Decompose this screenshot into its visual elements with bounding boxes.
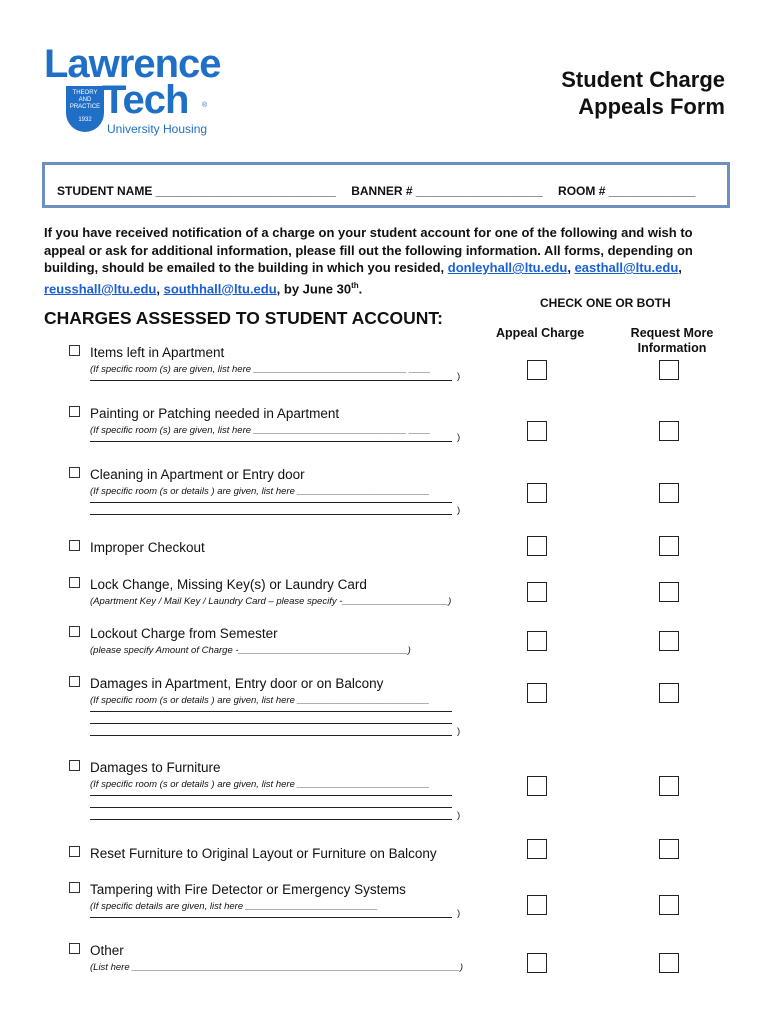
logo-text-lawrence: Lawrence (44, 42, 221, 86)
registered-mark: ® (202, 102, 208, 109)
separator: , (678, 260, 682, 275)
student-name-field[interactable]: STUDENT NAME ___________________________ (57, 184, 336, 198)
charge-item-label[interactable] (69, 540, 205, 555)
closing-paren: ) (457, 432, 461, 443)
university-logo (44, 44, 224, 140)
checkbox-icon[interactable] (69, 406, 80, 417)
email-link-east[interactable]: easthall@ltu.edu (574, 260, 679, 275)
appeal-checkbox[interactable] (527, 839, 547, 859)
charge-item-label[interactable] (69, 467, 305, 482)
charge-item-label[interactable] (69, 577, 367, 592)
checkbox-icon[interactable] (69, 577, 80, 588)
checkbox-icon[interactable] (69, 626, 80, 637)
intro-text: If you have received notification of a charge on your student account for one of the following and wish to appeal or ask for additional information, please fill out the following information. All forms, depending on building, should be emailed to the building in which you resided, (44, 225, 693, 275)
appeal-checkbox[interactable] (527, 776, 547, 796)
checkbox-icon[interactable] (69, 540, 80, 551)
appeal-checkbox[interactable] (527, 483, 547, 503)
charge-item-text: Damages in Apartment, Entry door or on Balcony (90, 676, 384, 691)
closing-paren: ) (457, 726, 461, 737)
charge-item-text: Other (90, 943, 124, 958)
request-info-checkbox[interactable] (659, 776, 679, 796)
detail-line[interactable] (90, 917, 452, 918)
charge-item-text: Cleaning in Apartment or Entry door (90, 467, 305, 482)
detail-line[interactable] (90, 380, 452, 381)
charge-item-label[interactable] (69, 345, 224, 360)
email-link-south[interactable]: southhall@ltu.edu (163, 280, 277, 296)
closing-paren: ) (457, 810, 461, 821)
check-one-label: CHECK ONE OR BOTH (540, 296, 671, 310)
detail-line[interactable] (90, 735, 452, 736)
email-link-donley[interactable]: donleyhall@ltu.edu (447, 260, 568, 275)
checkbox-icon[interactable] (69, 882, 80, 893)
closing-paren: ) (407, 645, 411, 656)
charge-item-label[interactable] (69, 943, 124, 958)
charge-item-text: Tampering with Fire Detector or Emergency Systems (90, 882, 406, 897)
separator: , (567, 260, 571, 275)
charge-item-text: Improper Checkout (90, 540, 205, 555)
charge-item-text: Painting or Patching needed in Apartment (90, 406, 340, 421)
charge-item-label[interactable] (69, 846, 437, 861)
charge-item-detail[interactable]: (List here ______________________________________________________________) (90, 962, 463, 973)
request-info-checkbox[interactable] (659, 536, 679, 556)
request-info-checkbox[interactable] (659, 631, 679, 651)
appeal-checkbox[interactable] (527, 953, 547, 973)
request-info-checkbox[interactable] (659, 839, 679, 859)
charge-item-label[interactable] (69, 882, 406, 897)
column-header-appeal: Appeal Charge (496, 326, 585, 340)
separator: , (156, 280, 164, 296)
charge-item-text: Lock Change, Missing Key(s) or Laundry Card (90, 577, 367, 592)
student-info-box (42, 162, 730, 208)
detail-line[interactable] (90, 807, 452, 808)
intro-paragraph (44, 224, 728, 297)
charge-item-label[interactable] (69, 676, 383, 691)
request-info-checkbox[interactable] (659, 582, 679, 602)
request-info-checkbox[interactable] (659, 895, 679, 915)
charge-item-text: Reset Furniture to Original Layout or Furniture on Balcony (90, 846, 437, 861)
appeal-checkbox[interactable] (527, 360, 547, 380)
request-info-checkbox[interactable] (659, 683, 679, 703)
seal-text: THEORY AND PRACTICE (69, 90, 101, 110)
charge-item-label[interactable] (69, 760, 221, 775)
banner-field[interactable]: BANNER # ___________________ (351, 184, 543, 198)
charges-heading: CHARGES ASSESSED TO STUDENT ACCOUNT: (44, 308, 443, 328)
charge-item-detail[interactable]: (If specific room (s or details ) are given, list here _________________________ (90, 695, 430, 706)
request-info-checkbox[interactable] (659, 953, 679, 973)
closing-paren: ) (448, 596, 452, 607)
checkbox-icon[interactable] (69, 943, 80, 954)
closing-paren: ) (457, 908, 461, 919)
detail-line[interactable] (90, 711, 452, 712)
request-info-checkbox[interactable] (659, 421, 679, 441)
column-header-request: Request More Information (630, 326, 714, 355)
charge-item-text: Damages to Furniture (90, 760, 221, 775)
logo-text-tech: Tech (102, 78, 189, 122)
closing-paren: ) (459, 962, 463, 973)
request-info-checkbox[interactable] (659, 360, 679, 380)
logo-subtitle: University Housing (107, 122, 208, 136)
detail-line[interactable] (90, 502, 452, 503)
closing-paren: ) (457, 505, 461, 516)
charge-item-detail[interactable]: (Apartment Key / Mail Key / Laundry Card – please specify -____________________) (90, 596, 452, 607)
charge-item-detail[interactable]: (If specific room (s) are given, list here _____________________________ ____ (90, 364, 431, 375)
checkbox-icon[interactable] (69, 760, 80, 771)
appeal-checkbox[interactable] (527, 895, 547, 915)
charge-item-detail[interactable]: (If specific room (s) are given, list here _____________________________ ____ (90, 425, 431, 436)
checkbox-icon[interactable] (69, 846, 80, 857)
checkbox-icon[interactable] (69, 467, 80, 478)
detail-line[interactable] (90, 441, 452, 442)
page-title (561, 66, 725, 120)
title-line-2: Appeals Form (578, 94, 725, 119)
deadline-sup: th (351, 280, 359, 290)
charge-item-detail[interactable]: (If specific details are given, list here _________________________ (90, 901, 378, 912)
appeal-checkbox[interactable] (527, 631, 547, 651)
appeal-checkbox[interactable] (527, 536, 547, 556)
charge-item-label[interactable] (69, 626, 278, 641)
appeal-checkbox[interactable] (527, 683, 547, 703)
request-info-checkbox[interactable] (659, 483, 679, 503)
detail-line[interactable] (90, 723, 452, 724)
charge-item-text: Lockout Charge from Semester (90, 626, 278, 641)
charge-item-detail[interactable]: (please specify Amount of Charge -________________________________) (90, 645, 411, 656)
appeal-checkbox[interactable] (527, 582, 547, 602)
checkbox-icon[interactable] (69, 345, 80, 356)
deadline-text: , by June 30 (276, 280, 352, 296)
detail-line[interactable] (90, 819, 452, 820)
closing-paren: ) (457, 371, 461, 382)
room-field[interactable]: ROOM # _____________ (558, 184, 696, 198)
checkbox-icon[interactable] (69, 676, 80, 687)
seal-year: 1932 (78, 117, 92, 123)
title-line-1: Student Charge (561, 67, 725, 92)
charge-item-label[interactable] (69, 406, 339, 421)
detail-line[interactable] (90, 514, 452, 515)
email-link-reuss[interactable]: reusshall@ltu.edu (44, 280, 157, 296)
charge-item-detail[interactable]: (If specific room (s or details ) are given, list here _________________________ (90, 486, 430, 497)
detail-line[interactable] (90, 795, 452, 796)
charge-item-text: Items left in Apartment (90, 345, 225, 360)
appeal-checkbox[interactable] (527, 421, 547, 441)
charge-item-detail[interactable]: (If specific room (s or details ) are given, list here _________________________ (90, 779, 430, 790)
deadline-end: . (358, 280, 363, 296)
seal-icon (66, 86, 104, 132)
